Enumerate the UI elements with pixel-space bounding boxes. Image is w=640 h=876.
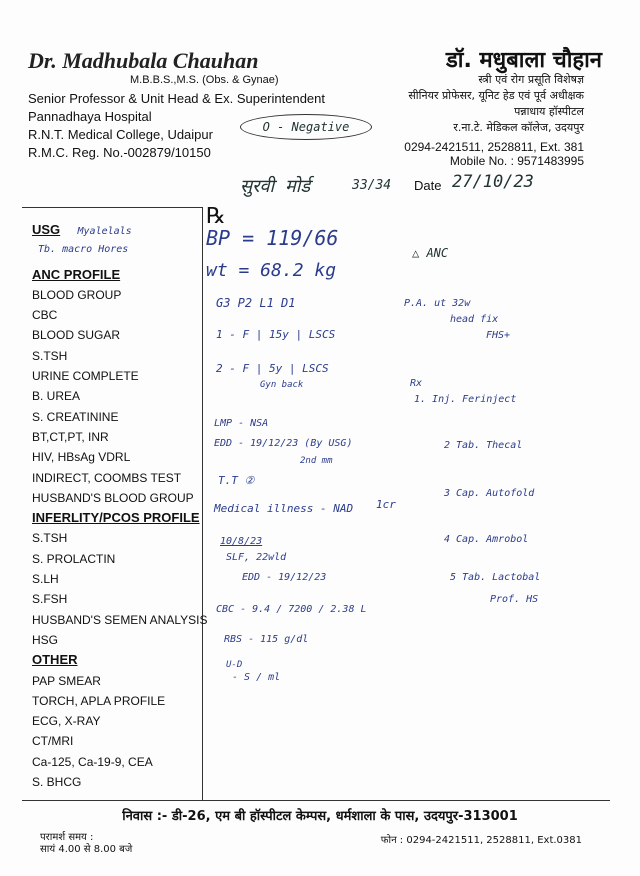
hindi-line-4: र.ना.टे. मेडिकल कॉलेज, उदयपुर bbox=[453, 121, 584, 134]
tt-note: T.T ② bbox=[218, 474, 255, 487]
anc-item: B. UREA bbox=[32, 389, 81, 404]
medicine-2: 2 Tab. Thecal bbox=[444, 440, 523, 451]
doctor-title-line: Senior Professor & Unit Head & Ex. Superintendent bbox=[28, 91, 325, 106]
other-item: S. BHCG bbox=[32, 775, 82, 790]
urine-result: - S / ml bbox=[232, 672, 281, 683]
infertility-item: HSG bbox=[32, 632, 59, 647]
anc-item: BLOOD SUGAR bbox=[32, 328, 121, 343]
infertility-item: S.TSH bbox=[32, 531, 68, 546]
infertility-item: S.FSH bbox=[32, 592, 68, 607]
lmp-note: LMP - NSA bbox=[214, 418, 269, 429]
medicine-5-sub: Prof. HS bbox=[490, 594, 539, 605]
residence-address: निवास :- डी-26, एम बी हॉस्पीटल केम्पस, धर्मशाला के पास, उदयपुर-313001 bbox=[122, 809, 518, 824]
usg-note-1: Myalelals bbox=[77, 226, 132, 237]
patient-age: 33/34 bbox=[352, 178, 392, 193]
child-1: 1 - F | 15y | LSCS bbox=[216, 328, 336, 341]
pa-note: P.A. ut 32w bbox=[404, 298, 471, 309]
hindi-line-2: सीनियर प्रोफेसर, यूनिट हेड एवं पूर्व अधीक्षक bbox=[408, 89, 584, 102]
phone-line: 0294-2421511, 2528811, Ext. 381 bbox=[404, 140, 584, 154]
consultation-timing bbox=[40, 832, 132, 856]
gyn-note: Gyn back bbox=[260, 380, 304, 390]
date-label: Date bbox=[414, 178, 442, 193]
doctor-details-hindi bbox=[408, 72, 584, 136]
other-item: PAP SMEAR bbox=[32, 673, 101, 688]
medicine-3: 3 Cap. Autofold bbox=[444, 488, 535, 499]
footer-phone: फोन : 0294-2421511, 2528811, Ext.0381 bbox=[380, 835, 582, 846]
infertility-item: S.LH bbox=[32, 572, 59, 587]
patient-name: सुरवी मोर्ड bbox=[240, 176, 311, 197]
contact-block bbox=[404, 140, 584, 168]
anc-item: S.TSH bbox=[32, 348, 68, 363]
scan-edd: EDD - 19/12/23 bbox=[242, 572, 327, 583]
hindi-line-3: पन्नाधाय हॉस्पीटल bbox=[514, 105, 584, 118]
medical-illness: Medical illness - NAD bbox=[214, 502, 354, 515]
mobile-line: Mobile No. : 9571483995 bbox=[449, 154, 584, 168]
date-value: 27/10/23 bbox=[452, 172, 534, 192]
other-item: TORCH, APLA PROFILE bbox=[32, 693, 166, 708]
anc-item: CBC bbox=[32, 308, 58, 323]
consult-time: सायं 4.00 से 8.00 बजे bbox=[40, 844, 133, 855]
anc-item: BT,CT,PT, INR bbox=[32, 429, 109, 444]
bp-reading: BP = 119/66 bbox=[206, 226, 339, 250]
investigation-list bbox=[32, 220, 208, 792]
college-line: R.N.T. Medical College, Udaipur bbox=[28, 127, 213, 142]
anc-item: URINE COMPLETE bbox=[32, 369, 139, 384]
obstetric-history: G3 P2 L1 D1 bbox=[216, 296, 296, 310]
blood-group-note: O - Negative bbox=[240, 114, 372, 140]
infertility-item: HUSBAND'S SEMEN ANALYSIS bbox=[32, 612, 208, 627]
infertility-heading: INFERLITY/PCOS PROFILE bbox=[32, 510, 200, 526]
anc-item: HIV, HBsAg VDRL bbox=[32, 450, 131, 465]
other-heading: OTHER bbox=[32, 652, 78, 668]
rbs-result: RBS - 115 g/dl bbox=[224, 634, 309, 645]
medicine-4: 4 Cap. Amrobol bbox=[444, 534, 529, 545]
registration-line: R.M.C. Reg. No.-002879/10150 bbox=[28, 145, 211, 160]
ks-note: 1cr bbox=[376, 498, 396, 511]
edd-note: EDD - 19/12/23 (By USG) bbox=[214, 438, 353, 449]
usg-row bbox=[32, 220, 202, 240]
rx-symbol: ℞ bbox=[206, 204, 226, 229]
urine-label: U-D bbox=[226, 660, 243, 670]
hospital-line: Pannadhaya Hospital bbox=[28, 109, 152, 124]
edd-sub: 2nd mm bbox=[300, 456, 333, 466]
head-fix-note: head fix bbox=[450, 314, 499, 325]
anc-item: S. CREATININE bbox=[32, 409, 119, 424]
consult-label: परामर्श समय : bbox=[40, 832, 94, 843]
medicine-5: 5 Tab. Lactobal bbox=[450, 572, 541, 583]
rx-right-header: Rx bbox=[410, 378, 423, 389]
medicine-1: 1. Inj. Ferinject bbox=[414, 394, 517, 405]
hindi-line-1: स्त्री एवं रोग प्रसूति विशेषज्ञ bbox=[478, 73, 584, 86]
infertility-item: S. PROLACTIN bbox=[32, 551, 116, 566]
anc-note: △ ANC bbox=[412, 246, 449, 260]
child-2: 2 - F | 5y | LSCS bbox=[216, 362, 329, 375]
usg-note-2: Tb. macro Hores bbox=[38, 244, 129, 256]
fhs-note: FHS+ bbox=[486, 330, 511, 341]
scan-date: 10/8/23 bbox=[220, 536, 263, 547]
anc-item: HUSBAND'S BLOOD GROUP bbox=[32, 490, 194, 505]
usg-label: USG bbox=[32, 222, 61, 237]
doctor-name-english: Dr. Madhubala Chauhan bbox=[28, 48, 259, 73]
scan-result: SLF, 22wld bbox=[226, 552, 287, 563]
weight-reading: wt = 68.2 kg bbox=[206, 260, 337, 281]
other-item: Ca-125, Ca-19-9, CEA bbox=[32, 754, 153, 769]
anc-item: INDIRECT, COOMBS TEST bbox=[32, 470, 182, 485]
anc-item: BLOOD GROUP bbox=[32, 287, 122, 302]
doctor-name-hindi: डॉ. मधुबाला चौहान bbox=[446, 48, 602, 73]
other-item: CT/MRI bbox=[32, 734, 74, 749]
other-item: ECG, X-RAY bbox=[32, 714, 101, 729]
anc-profile-heading: ANC PROFILE bbox=[32, 266, 121, 282]
cbc-result: CBC - 9.4 / 7200 / 2.38 L bbox=[216, 604, 367, 615]
doctor-degrees: M.B.B.S.,M.S. (Obs. & Gynae) bbox=[130, 74, 279, 86]
footer-divider bbox=[22, 800, 610, 801]
